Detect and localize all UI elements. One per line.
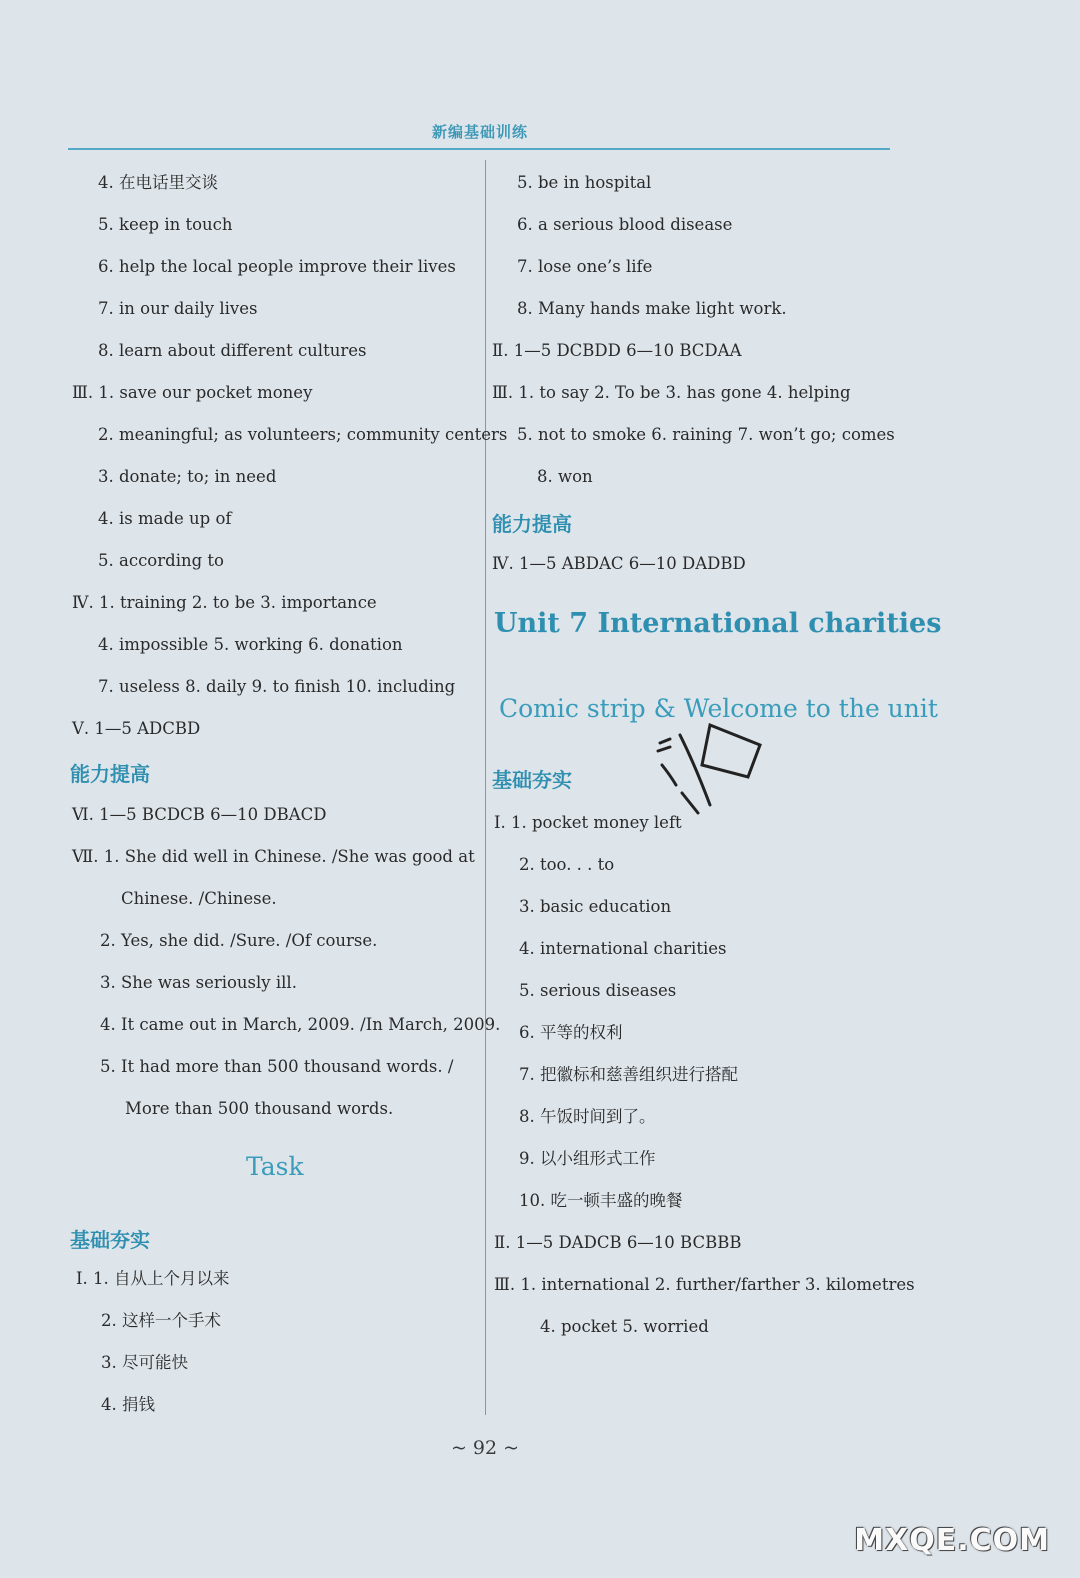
answer-line: Ⅳ. 1. training 2. to be 3. importance bbox=[72, 593, 377, 612]
answer-line: Ⅲ. 1. international 2. further/farther 3. kilometres bbox=[494, 1275, 915, 1294]
answer-line: 2. too. . . to bbox=[519, 855, 615, 874]
answer-line: 5. It had more than 500 thousand words. / bbox=[100, 1057, 454, 1076]
section-heading: 基础夯实 bbox=[70, 1228, 150, 1252]
answer-line: 5. be in hospital bbox=[517, 173, 652, 192]
section-heading: 能力提高 bbox=[492, 512, 572, 536]
answer-line: 3. She was seriously ill. bbox=[100, 973, 297, 992]
watermark-logo bbox=[854, 1480, 1070, 1570]
handwritten-doodle bbox=[640, 705, 780, 835]
answer-line: 2. Yes, she did. /Sure. /Of course. bbox=[100, 931, 378, 950]
answer-line: Ⅵ. 1—5 BCDCB 6—10 DBACD bbox=[72, 805, 327, 824]
answer-line: 7. in our daily lives bbox=[98, 299, 258, 318]
watermark-text: MXQE.COM bbox=[854, 1523, 1050, 1558]
answer-line: 9. 以小组形式工作 bbox=[519, 1149, 656, 1168]
header-rule bbox=[68, 148, 890, 150]
answer-line: 4. impossible 5. working 6. donation bbox=[98, 635, 403, 654]
page-number: ~ 92 ~ bbox=[450, 1437, 520, 1459]
answer-line: 5. not to smoke 6. raining 7. won’t go; comes bbox=[517, 425, 895, 444]
answer-line: Ⅴ. 1—5 ADCBD bbox=[72, 719, 201, 738]
answer-line: 8. 午饭时间到了。 bbox=[519, 1107, 656, 1126]
answer-line: 5. according to bbox=[98, 551, 224, 570]
answer-line: Chinese. /Chinese. bbox=[121, 889, 277, 908]
answer-line: 7. 把徽标和慈善组织进行搭配 bbox=[519, 1065, 738, 1084]
answer-line: Ⅰ. 1. 自从上个月以来 bbox=[76, 1269, 230, 1288]
header-title: 新编基础训练 bbox=[431, 123, 528, 141]
answer-line: 3. basic education bbox=[519, 897, 672, 916]
section-heading: 能力提高 bbox=[70, 762, 150, 786]
section-heading: 基础夯实 bbox=[492, 768, 572, 792]
answer-line: Ⅲ. 1. to say 2. To be 3. has gone 4. helping bbox=[492, 383, 851, 402]
answer-line: 5. keep in touch bbox=[98, 215, 233, 234]
answer-line: 6. 平等的权利 bbox=[519, 1023, 623, 1042]
answer-line: 4. 捐钱 bbox=[101, 1395, 155, 1414]
answer-line: 10. 吃一顿丰盛的晚餐 bbox=[519, 1191, 683, 1210]
answer-line: 3. 尽可能快 bbox=[101, 1353, 188, 1372]
answer-line: 8. Many hands make light work. bbox=[517, 299, 787, 318]
answer-line: 8. won bbox=[537, 467, 593, 486]
answer-line: Ⅲ. 1. save our pocket money bbox=[72, 383, 313, 402]
answer-line: 6. help the local people improve their lives bbox=[98, 257, 456, 276]
answer-line: 5. serious diseases bbox=[519, 981, 677, 1000]
answer-line: 7. lose one’s life bbox=[517, 257, 653, 276]
unit-title: Unit 7 International charities bbox=[494, 608, 942, 639]
column-divider bbox=[485, 160, 486, 1415]
answer-line: More than 500 thousand words. bbox=[125, 1099, 394, 1118]
answer-line: 2. meaningful; as volunteers; community centers bbox=[98, 425, 508, 444]
task-heading: Task bbox=[246, 1152, 304, 1181]
answer-line: 4. 在电话里交谈 bbox=[98, 173, 218, 192]
answer-line: 7. useless 8. daily 9. to finish 10. including bbox=[98, 677, 456, 696]
answer-line: 2. 这样一个手术 bbox=[101, 1311, 221, 1330]
answer-line: Ⅱ. 1—5 DADCB 6—10 BCBBB bbox=[494, 1233, 742, 1252]
lesson-heading: Comic strip & Welcome to the unit bbox=[499, 694, 938, 723]
answer-line: Ⅰ. 1. pocket money left bbox=[494, 813, 682, 832]
answer-line: 8. learn about different cultures bbox=[98, 341, 367, 360]
answer-line: Ⅱ. 1—5 DCBDD 6—10 BCDAA bbox=[492, 341, 742, 360]
answer-line: Ⅶ. 1. She did well in Chinese. /She was good at bbox=[72, 847, 475, 866]
answer-line: 4. international charities bbox=[519, 939, 727, 958]
answer-line: 4. is made up of bbox=[98, 509, 232, 528]
answer-line: 4. pocket 5. worried bbox=[540, 1317, 709, 1336]
answer-line: 4. It came out in March, 2009. /In March, 2009. bbox=[100, 1015, 501, 1034]
answer-line: 6. a serious blood disease bbox=[517, 215, 733, 234]
answer-line: Ⅳ. 1—5 ABDAC 6—10 DADBD bbox=[492, 554, 746, 573]
answer-line: 3. donate; to; in need bbox=[98, 467, 277, 486]
